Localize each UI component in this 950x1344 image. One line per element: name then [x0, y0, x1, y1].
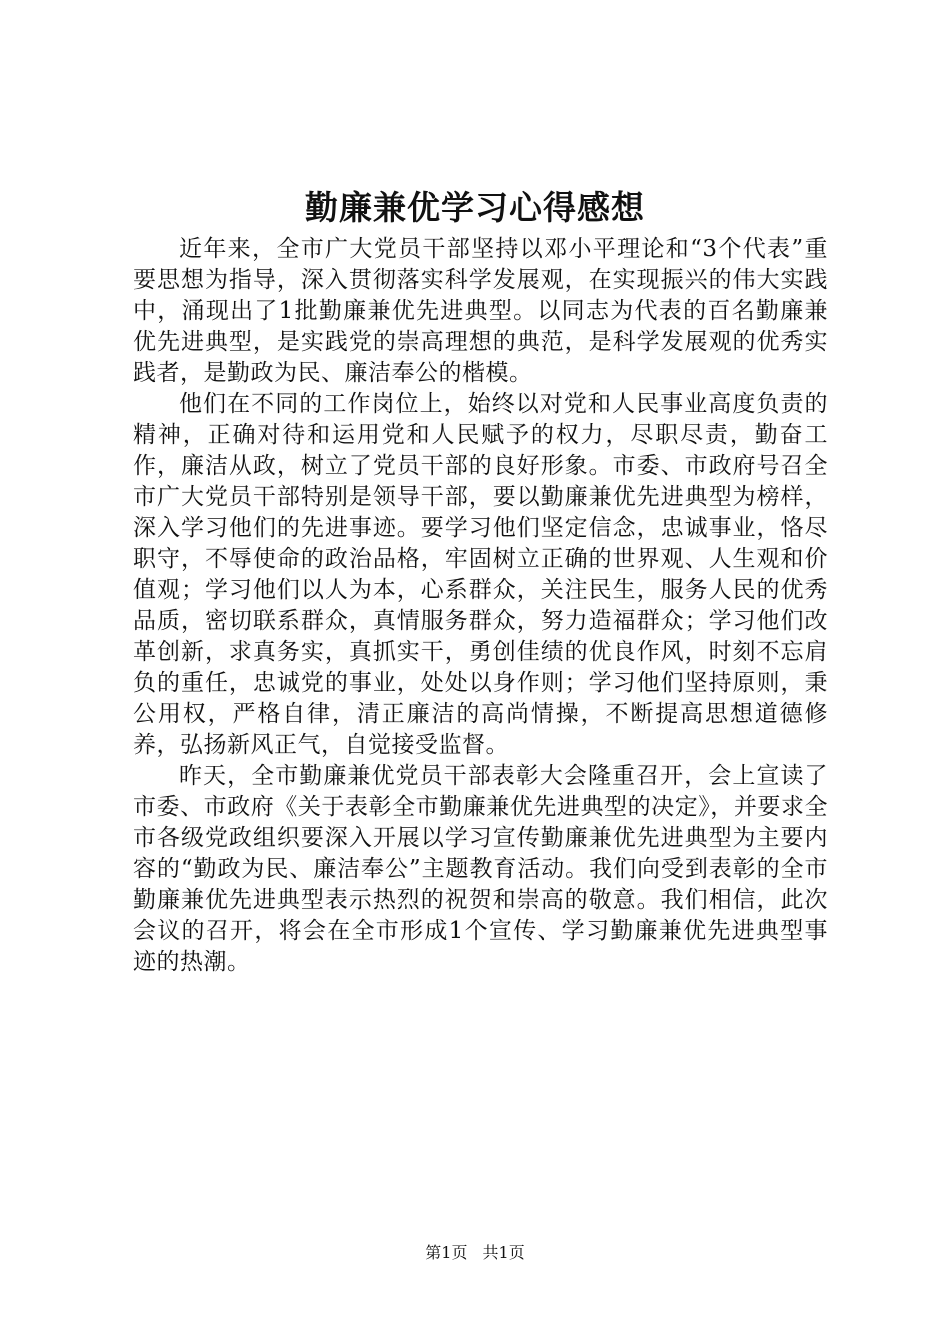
paragraph-2: 他们在不同的工作岗位上，始终以对党和人民事业高度负责的精神，正确对待和运用党和人民赋予的权力，尽职尽责，勤奋工作，廉洁从政，树立了党员干部的良好形象。市委、市政府号召全市广大党员干部特别是领导干部，要以勤廉兼优先进典型为榜样，深入学习他们的先进事迹。要学习他们坚定信念，忠诚事业，恪尽职守，不辱使命的政治品格，牢固树立正确的世界观、人生观和价值观；学习他们以人为本，心系群众，关注民生，服务人民的优秀品质，密切联系群众，真情服务群众，努力造福群众；学习他们改革创新，求真务实，真抓实干，勇创佳绩的优良作风，时刻不忘肩负的重任，忠诚党的事业，处处以身作则；学习他们坚持原则，秉公用权，严格自律，清正廉洁的高尚情操，不断提高思想道德修养，弘扬新风正气，自觉接受监督。: [133, 391, 828, 758]
document-body: [133, 234, 828, 978]
page-footer: [0, 1242, 950, 1264]
page-number-total: 共1页: [482, 1243, 525, 1262]
page-number-current: 第1页: [425, 1243, 468, 1262]
paragraph-3: 昨天，全市勤廉兼优党员干部表彰大会隆重召开，会上宣读了市委、市政府《关于表彰全市勤廉兼优先进典型的决定》，并要求全市各级党政组织要深入开展以学习宣传勤廉兼优先进典型为主要内容的“勤政为民、廉洁奉公”主题教育活动。我们向受到表彰的全市勤廉兼优先进典型表示热烈的祝贺和崇高的敬意。我们相信，此次会议的召开，将会在全市形成1个宣传、学习勤廉兼优先进典型事迹的热潮。: [133, 763, 828, 975]
document-title: 勤廉兼优学习心得感想: [305, 188, 645, 227]
paragraph-1: 近年来，全市广大党员干部坚持以邓小平理论和“3个代表”重要思想为指导，深入贯彻落实科学发展观，在实现振兴的伟大实践中，涌现出了1批勤廉兼优先进典型。以同志为代表的百名勤廉兼优先进典型，是实践党的崇高理想的典范，是科学发展观的优秀实践者，是勤政为民、廉洁奉公的楷模。: [133, 236, 828, 386]
